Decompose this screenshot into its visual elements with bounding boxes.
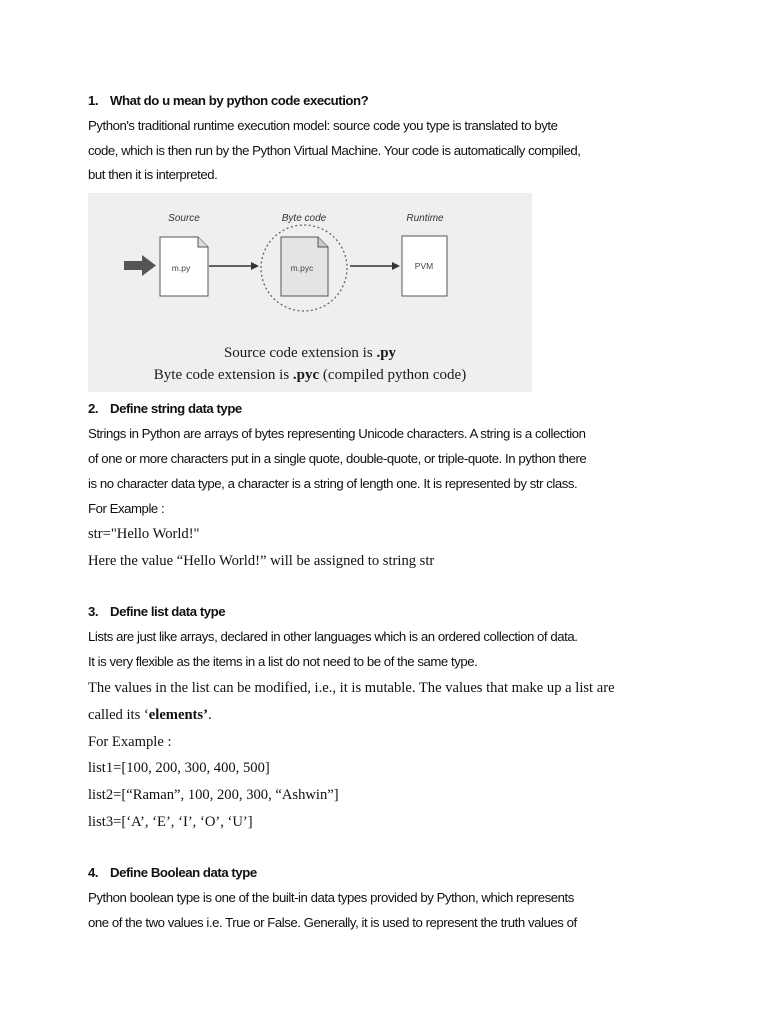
section-3-paragraph-line: It is very flexible as the items in a list do not need to be of the same type. (88, 654, 478, 669)
section-1-paragraph-line: but then it is interpreted. (88, 167, 218, 182)
section-1-heading: 1. What do u mean by python code execution? (88, 93, 369, 108)
input-arrow-icon (124, 255, 156, 276)
stage-label-runtime: Runtime (406, 213, 444, 224)
section-2-example-code: str="Hello World!" (88, 526, 200, 542)
section-3-paragraph2-line: The values in the list can be modified, i.e., it is mutable. The values that make up a list are (88, 680, 615, 696)
source-file-name: m.py (171, 263, 191, 273)
stage-label-bytecode: Byte code (281, 213, 327, 224)
section-2-paragraph-line: Strings in Python are arrays of bytes representing Unicode characters. A string is a collection (88, 426, 586, 441)
section-3-paragraph2-line: called its ‘elements’. (88, 707, 212, 723)
pvm-label: PVM (414, 261, 434, 271)
bytecode-file-name: m.pyc (290, 263, 314, 273)
section-2-example-label: For Example : (88, 501, 165, 516)
section-3-example-code: list2=[“Raman”, 100, 200, 300, “Ashwin”] (88, 787, 339, 803)
arrow-right-icon (209, 262, 259, 270)
diagram-graphic (88, 193, 532, 392)
section-2-paragraph-line: is no character data type, a character is a string of length one. It is represented by str class. (88, 476, 578, 491)
section-3-example-label: For Example : (88, 734, 172, 750)
section-2-heading: 2. Define string data type (88, 401, 242, 416)
arrow-right-icon (350, 262, 400, 270)
section-3-example-code: list1=[100, 200, 300, 400, 500] (88, 760, 270, 776)
figure-caption-line-2: Byte code extension is .pyc (compiled python code) (153, 367, 467, 383)
section-4-heading: 4. Define Boolean data type (88, 865, 257, 880)
stage-label-source: Source (168, 213, 200, 224)
section-1-paragraph-line: code, which is then run by the Python Virtual Machine. Your code is automatically compiled, (88, 143, 581, 158)
section-2-paragraph-line: of one or more characters put in a single quote, double-quote, or triple-quote. In python there (88, 451, 587, 466)
figure-caption-line-1: Source code extension is .py (223, 345, 397, 361)
section-2-note: Here the value “Hello World!” will be assigned to string str (88, 553, 435, 569)
section-1-paragraph-line: Python's traditional runtime execution model: source code you type is translated to byte (88, 118, 558, 133)
section-4-paragraph-line: one of the two values i.e. True or False. Generally, it is used to represent the truth values of (88, 915, 577, 930)
section-3-heading: 3. Define list data type (88, 604, 226, 619)
section-3-paragraph-line: Lists are just like arrays, declared in other languages which is an ordered collection of data. (88, 629, 578, 644)
section-3-example-code: list3=[‘A’, ‘E’, ‘I’, ‘O’, ‘U’] (88, 814, 253, 830)
python-execution-diagram (88, 193, 532, 392)
section-4-paragraph-line: Python boolean type is one of the built-in data types provided by Python, which represents (88, 890, 574, 905)
